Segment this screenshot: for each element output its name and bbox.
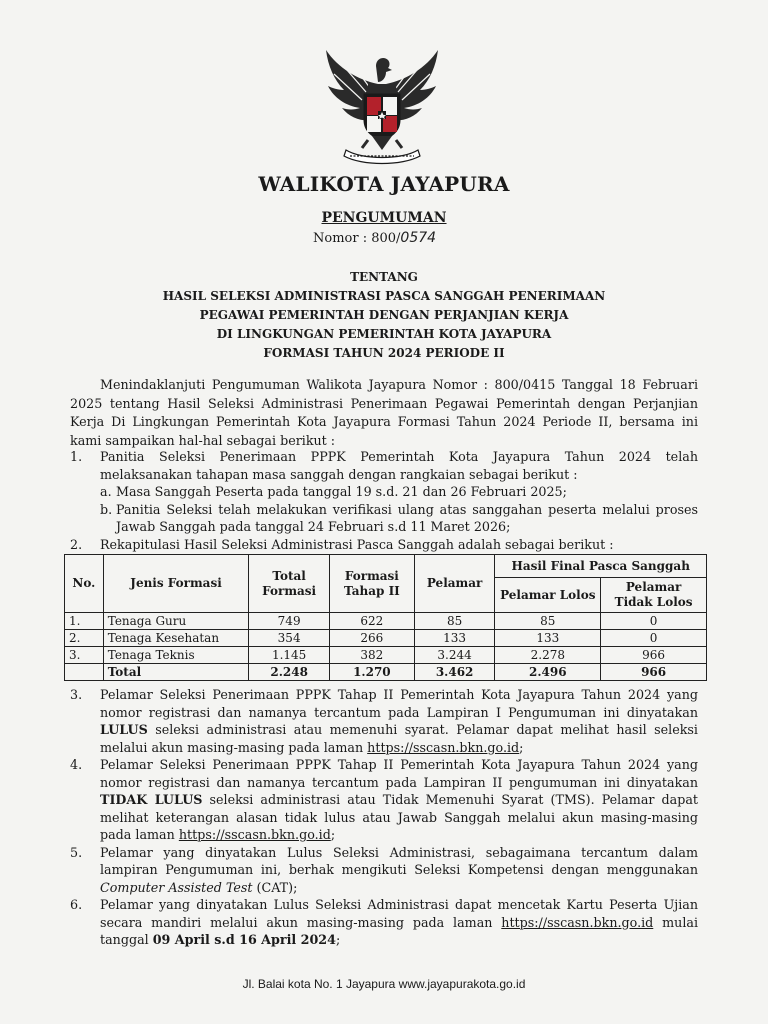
cell-total: 354	[249, 630, 330, 647]
cell-lolos: 85	[495, 613, 601, 630]
item-text: Pelamar Seleksi Penerimaan PPPK Tahap II Pemerintah Kota Jayapura Tahun 2024 yang nomor registrasi dan namanya tercantum pada Lampiran I Pengumuman ini dinyatakan LULUS seleksi administrasi atau memenuhi syarat. Pelamar dapat melihat hasil seleksi melalui akun masing-masing pada laman https://sscasn.bkn.go.id;	[100, 687, 698, 755]
garuda-emblem-icon	[318, 44, 446, 166]
subject-line: HASIL SELEKSI ADMINISTRASI PASCA SANGGAH PENERIMAAN	[162, 289, 606, 303]
cell-tidak-lolos: 966	[601, 647, 707, 664]
intro-paragraph: Menindaklanjuti Pengumuman Walikota Jayapura Nomor : 800/0415 Tanggal 18 Februari 2025 tentang Hasil Seleksi Administrasi Penerimaan Pegawai Pemerintah dengan Perjanjian Kerja Di Lingkungan Pemerintah Kota Jayapura Formasi Tahun 2024 Periode II, bersama ini kami sampaikan hal-hal sebagai berikut :	[70, 377, 698, 448]
subject-line: TENTANG	[350, 270, 418, 284]
cell-no: 1.	[65, 613, 104, 630]
cell-tahap: 622	[329, 613, 414, 630]
item-text: Pelamar Seleksi Penerimaan PPPK Tahap II Pemerintah Kota Jayapura Tahun 2024 yang nomor registrasi dan namanya tercantum pada Lampiran II pengumuman ini dinyatakan TIDAK LULUS seleksi administrasi atau Tidak Memenuhi Syarat (TMS). Pelamar dapat melihat keterangan alasan tidak lulus atau Jawab Sanggah melalui akun masing-masing pada laman https://sscasn.bkn.go.id;	[100, 757, 698, 842]
col-header-no: No.	[65, 555, 104, 613]
cell-jenis: Tenaga Guru	[103, 613, 249, 630]
cell-pelamar: 133	[414, 630, 495, 647]
sub-item	[100, 501, 698, 536]
list-item	[70, 756, 698, 844]
sub-item-number: b.	[100, 501, 113, 517]
item-number: 5.	[70, 844, 83, 860]
col-header-jenis: Jenis Formasi	[103, 555, 249, 613]
sub-item-text: Panitia Seleksi telah melakukan verifikasi ulang atas sanggahan peserta melalui proses Jawab Sanggah pada tanggal 24 Februari s.d 11 Maret 2026;	[116, 501, 698, 534]
cell-no: 3.	[65, 647, 104, 664]
document-type: PENGUMUMAN	[321, 210, 447, 226]
cell-tidak-lolos: 0	[601, 613, 707, 630]
sub-item-text: Masa Sanggah Peserta pada tanggal 19 s.d. 21 dan 26 Februari 2025;	[116, 484, 567, 499]
status-tidak-lulus: TIDAK LULUS	[100, 792, 203, 807]
subject-line: PEGAWAI PEMERINTAH DENGAN PERJANJIAN KERJA	[199, 308, 569, 322]
number-label: Nomor : 800/	[313, 231, 401, 246]
list-item	[70, 536, 698, 554]
cell-tahap: 1.270	[329, 664, 414, 681]
cell-pelamar: 3.462	[414, 664, 495, 681]
sub-item-number: a.	[100, 484, 112, 499]
item-number: 2.	[70, 536, 83, 552]
table-row	[65, 630, 707, 647]
recap-table	[64, 554, 707, 681]
item-number: 3.	[70, 687, 83, 702]
cell-pelamar: 3.244	[414, 647, 495, 664]
cell-total: 2.248	[249, 664, 330, 681]
col-header-lolos: Pelamar Lolos	[495, 578, 601, 613]
cell-lolos: 2.496	[495, 664, 601, 681]
col-header-hasil: Hasil Final Pasca Sanggah	[495, 555, 707, 578]
list-item	[70, 686, 698, 756]
cell-lolos: 133	[495, 630, 601, 647]
sscasn-link[interactable]: https://sscasn.bkn.go.id	[501, 914, 654, 930]
cell-tahap: 382	[329, 647, 414, 664]
col-header-total: Total Formasi	[249, 555, 330, 613]
table-row	[65, 613, 707, 630]
list-item	[70, 896, 698, 949]
cell-tidak-lolos: 966	[601, 664, 707, 681]
cat-term: Computer Assisted Test	[100, 879, 253, 895]
cell-lolos: 2.278	[495, 647, 601, 664]
handwritten-number: 0574	[400, 230, 437, 246]
item-text: Pelamar yang dinyatakan Lulus Seleksi Administrasi, sebagaimana tercantum dalam lampiran Pengumuman ini, berhak mengikuti Seleksi Kompetensi dengan menggunakan Computer Assisted Test (CAT);	[100, 844, 698, 895]
cell-no: 2.	[65, 630, 104, 647]
subject-line: DI LINGKUNGAN PEMERINTAH KOTA JAYAPURA	[216, 327, 552, 341]
item-text: Panitia Seleksi Penerimaan PPPK Pemerintah Kota Jayapura Tahun 2024 telah melaksanakan tahapan masa sanggah dengan rangkaian sebagai berikut :	[100, 449, 698, 482]
print-date-range: 09 April s.d 16 April 2024	[152, 932, 336, 947]
cell-jenis: Tenaga Teknis	[103, 647, 249, 664]
item-text: Rekapitulasi Hasil Seleksi Administrasi Pasca Sanggah adalah sebagai berikut :	[100, 536, 614, 552]
cell-jenis: Tenaga Kesehatan	[103, 630, 249, 647]
item-number: 1.	[70, 449, 83, 464]
list-item	[70, 844, 698, 897]
subject-block	[0, 268, 768, 363]
cell-tahap: 266	[329, 630, 414, 647]
sscasn-link[interactable]: https://sscasn.bkn.go.id	[178, 827, 331, 842]
cell-total: 1.145	[249, 647, 330, 664]
col-header-pelamar: Pelamar	[414, 555, 495, 613]
list-item	[70, 448, 698, 536]
office-title: WALIKOTA JAYAPURA	[258, 172, 510, 196]
cell-pelamar: 85	[414, 613, 495, 630]
sscasn-link[interactable]: https://sscasn.bkn.go.id	[367, 739, 520, 755]
list-bottom	[70, 686, 698, 949]
col-header-tahap: Formasi Tahap II	[329, 555, 414, 613]
table-row	[65, 647, 707, 664]
item-number: 4.	[70, 757, 83, 772]
cell-tidak-lolos: 0	[601, 630, 707, 647]
table-total-row	[65, 664, 707, 681]
cell-total-label: Total	[103, 664, 249, 681]
status-lulus: LULUS	[100, 722, 148, 737]
list-top	[70, 448, 698, 553]
item-text: Pelamar yang dinyatakan Lulus Seleksi Administrasi dapat mencetak Kartu Peserta Ujian secara mandiri melalui akun masing-masing pada laman https://sscasn.bkn.go.id mulai tanggal 09 April s.d 16 April 2024;	[100, 897, 699, 947]
document-number	[313, 230, 436, 246]
sub-item	[100, 483, 698, 501]
col-header-tidak-lolos: Pelamar Tidak Lolos	[601, 578, 707, 613]
footer-address: Jl. Balai kota No. 1 Jayapura www.jayapurakota.go.id	[242, 977, 526, 991]
subject-line: FORMASI TAHUN 2024 PERIODE II	[263, 346, 505, 360]
cell-total: 749	[249, 613, 330, 630]
item-number: 6.	[70, 897, 83, 912]
